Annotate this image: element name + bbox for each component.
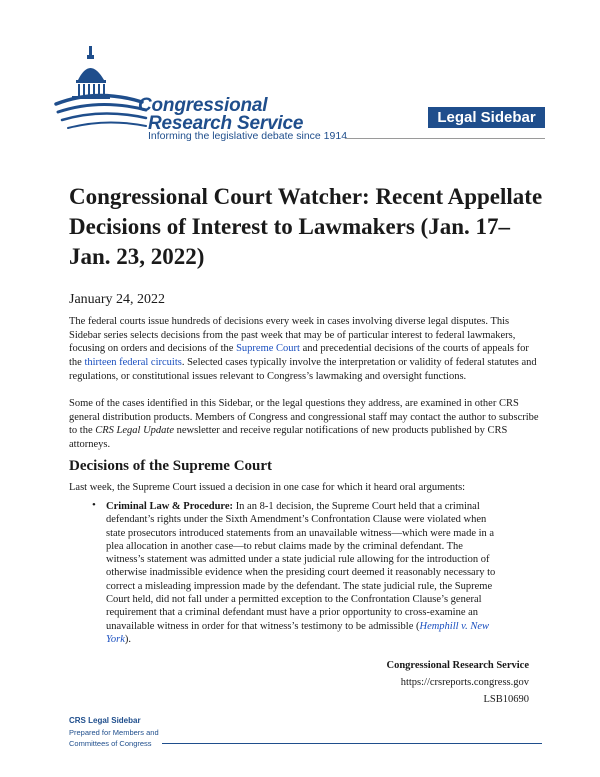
footer-divider (162, 743, 542, 744)
intro-paragraph-2: Some of the cases identified in this Sidebar, or the legal questions they address, are examined in other CRS general distribution products. Members of Congress and congressional staff may contact the author to subscribe to the CRS Legal Update newsletter and receive regular notifications of new products published by CRS attorneys. (69, 398, 539, 451)
legal-sidebar-badge: Legal Sidebar (428, 107, 545, 128)
footer-url[interactable]: https://crsreports.congress.gov (400, 677, 529, 688)
section-intro: Last week, the Supreme Court issued a decision in one case for which it heard oral arguments: (69, 482, 466, 493)
org-tagline: Informing the legislative debate since 1914 (148, 130, 348, 142)
case-summary-item: Criminal Law & Procedure: In an 8-1 decision, the Supreme Court held that a criminal defendant’s rights under the Sixth Amendment’s Confrontation Clause were violated when state prosecutors introduced statements from an unavailable witness—which were made in a plea allocation in another case—to rebut claims made by the criminal defendant. The witness’s statement was admitted under a state judicial rule allowing for the introduction of otherwise inadmissible evidence when the presiding court deemed it reasonably necessary to correct a misleading impression made by the defendant. The state judicial rule, the Supreme Court held, did not fall under a permitted exception to the Confrontation Clause’s general requirement that a criminal defendant must have a prior opportunity to cross-examine an unavailable witness in order for that witness’s testimony to be admissible (Hemphill v. New York). (106, 501, 496, 645)
page-title: Congressional Court Watcher: Recent Appellate Decisions of Interest to Lawmakers (Jan. 17–Jan. 23, 2022) (69, 184, 543, 269)
federal-circuits-link[interactable]: thirteen federal circuits (84, 357, 182, 369)
section-heading: Decisions of the Supreme Court (69, 458, 273, 474)
header-divider (345, 138, 545, 139)
footer-prepared-line1: Prepared for Members and (69, 728, 159, 737)
product-code: LSB10690 (483, 694, 529, 705)
footer-prepared-line2: Committees of Congress (69, 739, 152, 748)
case-category-label: Criminal Law & Procedure: (106, 501, 234, 512)
publication-date: January 24, 2022 (69, 292, 166, 307)
org-name-line2: Research Service (148, 113, 304, 134)
footer-series-label: CRS Legal Sidebar (69, 716, 141, 725)
supreme-court-link[interactable]: Supreme Court (236, 343, 300, 355)
footer-org: Congressional Research Service (386, 660, 529, 671)
case-link[interactable]: Hemphill v. New York (106, 620, 489, 645)
newsletter-name: CRS Legal Update (95, 425, 174, 437)
bullet-marker: • (92, 499, 96, 511)
crs-capitol-logo (52, 44, 148, 140)
intro-paragraph-1: The federal courts issue hundreds of decisions every week in cases involving diverse legal disputes. This Sidebar series selects decisions from the past week that may be of particular interest to federal lawmakers, focusing on orders and decisions of the Supreme Court and precedential decisions of the courts of appeals for the thirteen federal circuits. Selected cases typically involve the interpretation or validity of federal statutes and regulations, or constitutional issues relevant to Congress’s lawmaking and oversight functions. (69, 316, 537, 382)
org-name-line1: Congressional (138, 95, 268, 116)
